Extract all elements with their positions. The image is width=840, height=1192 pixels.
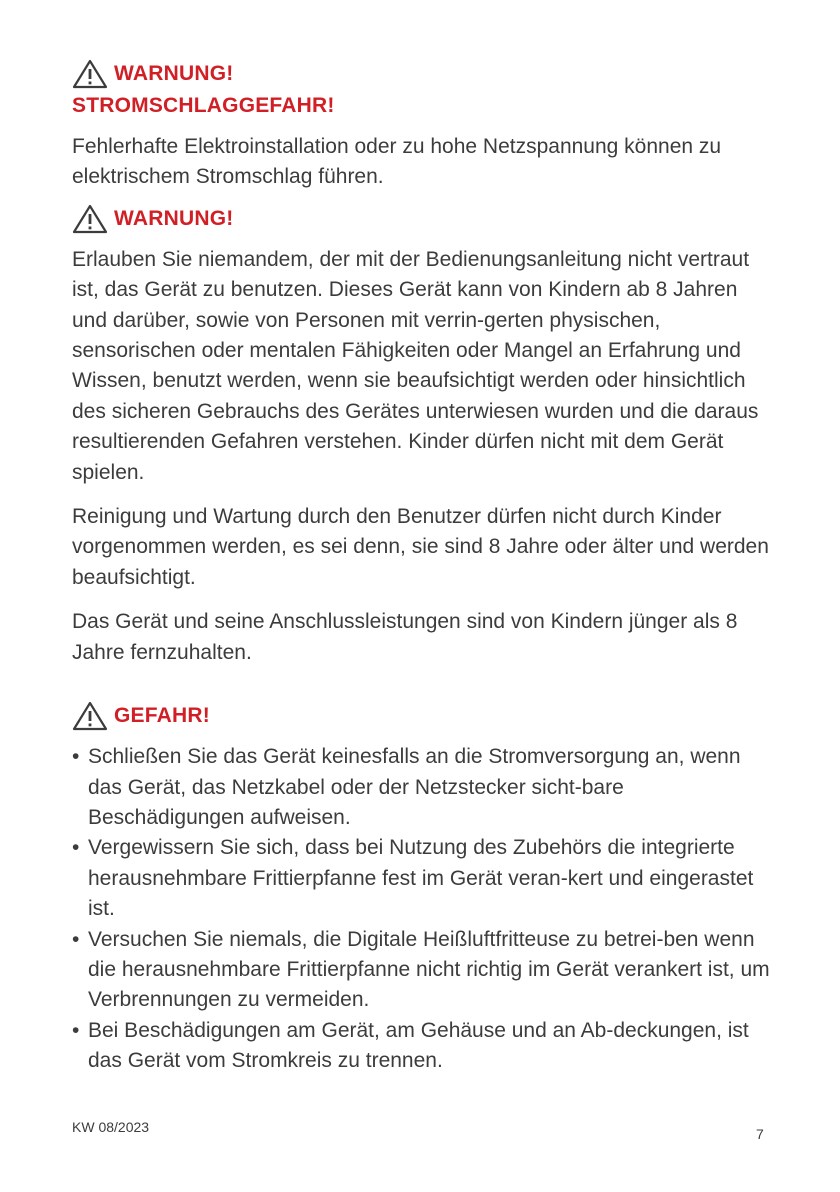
list-item: • Vergewissern Sie sich, dass bei Nutzung des Zubehörs die integrierte herausnehmbare Frittierpfanne fest im Gerät veran-kert und eingerastet ist. <box>72 833 772 924</box>
section2-heading-text: WARNUNG! <box>114 206 234 230</box>
warning-triangle-icon <box>72 701 108 731</box>
section2-paragraph-1: Erlauben Sie niemandem, der mit der Bedienungsanleitung nicht vertraut ist, das Gerät zu benutzen. Dieses Gerät kann von Kindern ab 8 Jahren und darüber, sowie von Personen mit verrin-gerten physischen, sensorischen oder mentalen Fähigkeiten oder Mangel an Erfahrung und Wissen, benutzt werden, wenn sie beaufsichtigt werden oder hinsichtlich des sicheren Gebrauchs des Gerätes unterwiesen wurden und die daraus resultierenden Gefahren verstehen. Kinder dürfen nicht mit dem Gerät spielen. <box>72 247 759 484</box>
footer-date: KW 08/2023 <box>72 1119 150 1135</box>
section1-heading <box>72 58 772 90</box>
page-content <box>72 58 772 1077</box>
section1-subheading: STROMSCHLAGGEFAHR! <box>72 94 335 117</box>
section2-paragraph-2: Reinigung und Wartung durch den Benutzer dürfen nicht durch Kinder vorgenommen werden, es sei denn, sie sind 8 Jahre oder älter und werden beaufsichtigt. <box>72 505 769 589</box>
section3-bullet-list <box>72 742 772 1076</box>
section3-heading <box>72 700 772 732</box>
warning-triangle-icon <box>72 59 108 89</box>
section1-heading-text: WARNUNG! <box>114 62 234 85</box>
section3-heading-text: GEFAHR! <box>114 704 210 728</box>
list-item: • Bei Beschädigungen am Gerät, am Gehäuse und an Ab-deckungen, ist das Gerät vom Stromkreis zu trennen. <box>72 1016 772 1077</box>
list-item: • Schließen Sie das Gerät keinesfalls an die Stromversorgung an, wenn das Gerät, das Netzkabel oder der Netzstecker sicht-bare Beschädigungen aufweisen. <box>72 742 772 833</box>
section2-heading <box>72 203 772 235</box>
section2-paragraph-3: Das Gerät und seine Anschlussleistungen sind von Kindern jünger als 8 Jahre fernzuhalten. <box>72 610 738 664</box>
section1-paragraph: Fehlerhafte Elektroinstallation oder zu hohe Netzspannung können zu elektrischem Stromschlag führen. <box>72 135 722 189</box>
warning-triangle-icon <box>72 204 108 234</box>
page-number: 7 <box>756 1126 764 1142</box>
list-item: • Versuchen Sie niemals, die Digitale Heißluftfritteuse zu betrei-ben wenn die herausnehmbare Frittierpfanne nicht richtig im Gerät verankert ist, um Verbrennungen zu vermeiden. <box>72 925 772 1016</box>
